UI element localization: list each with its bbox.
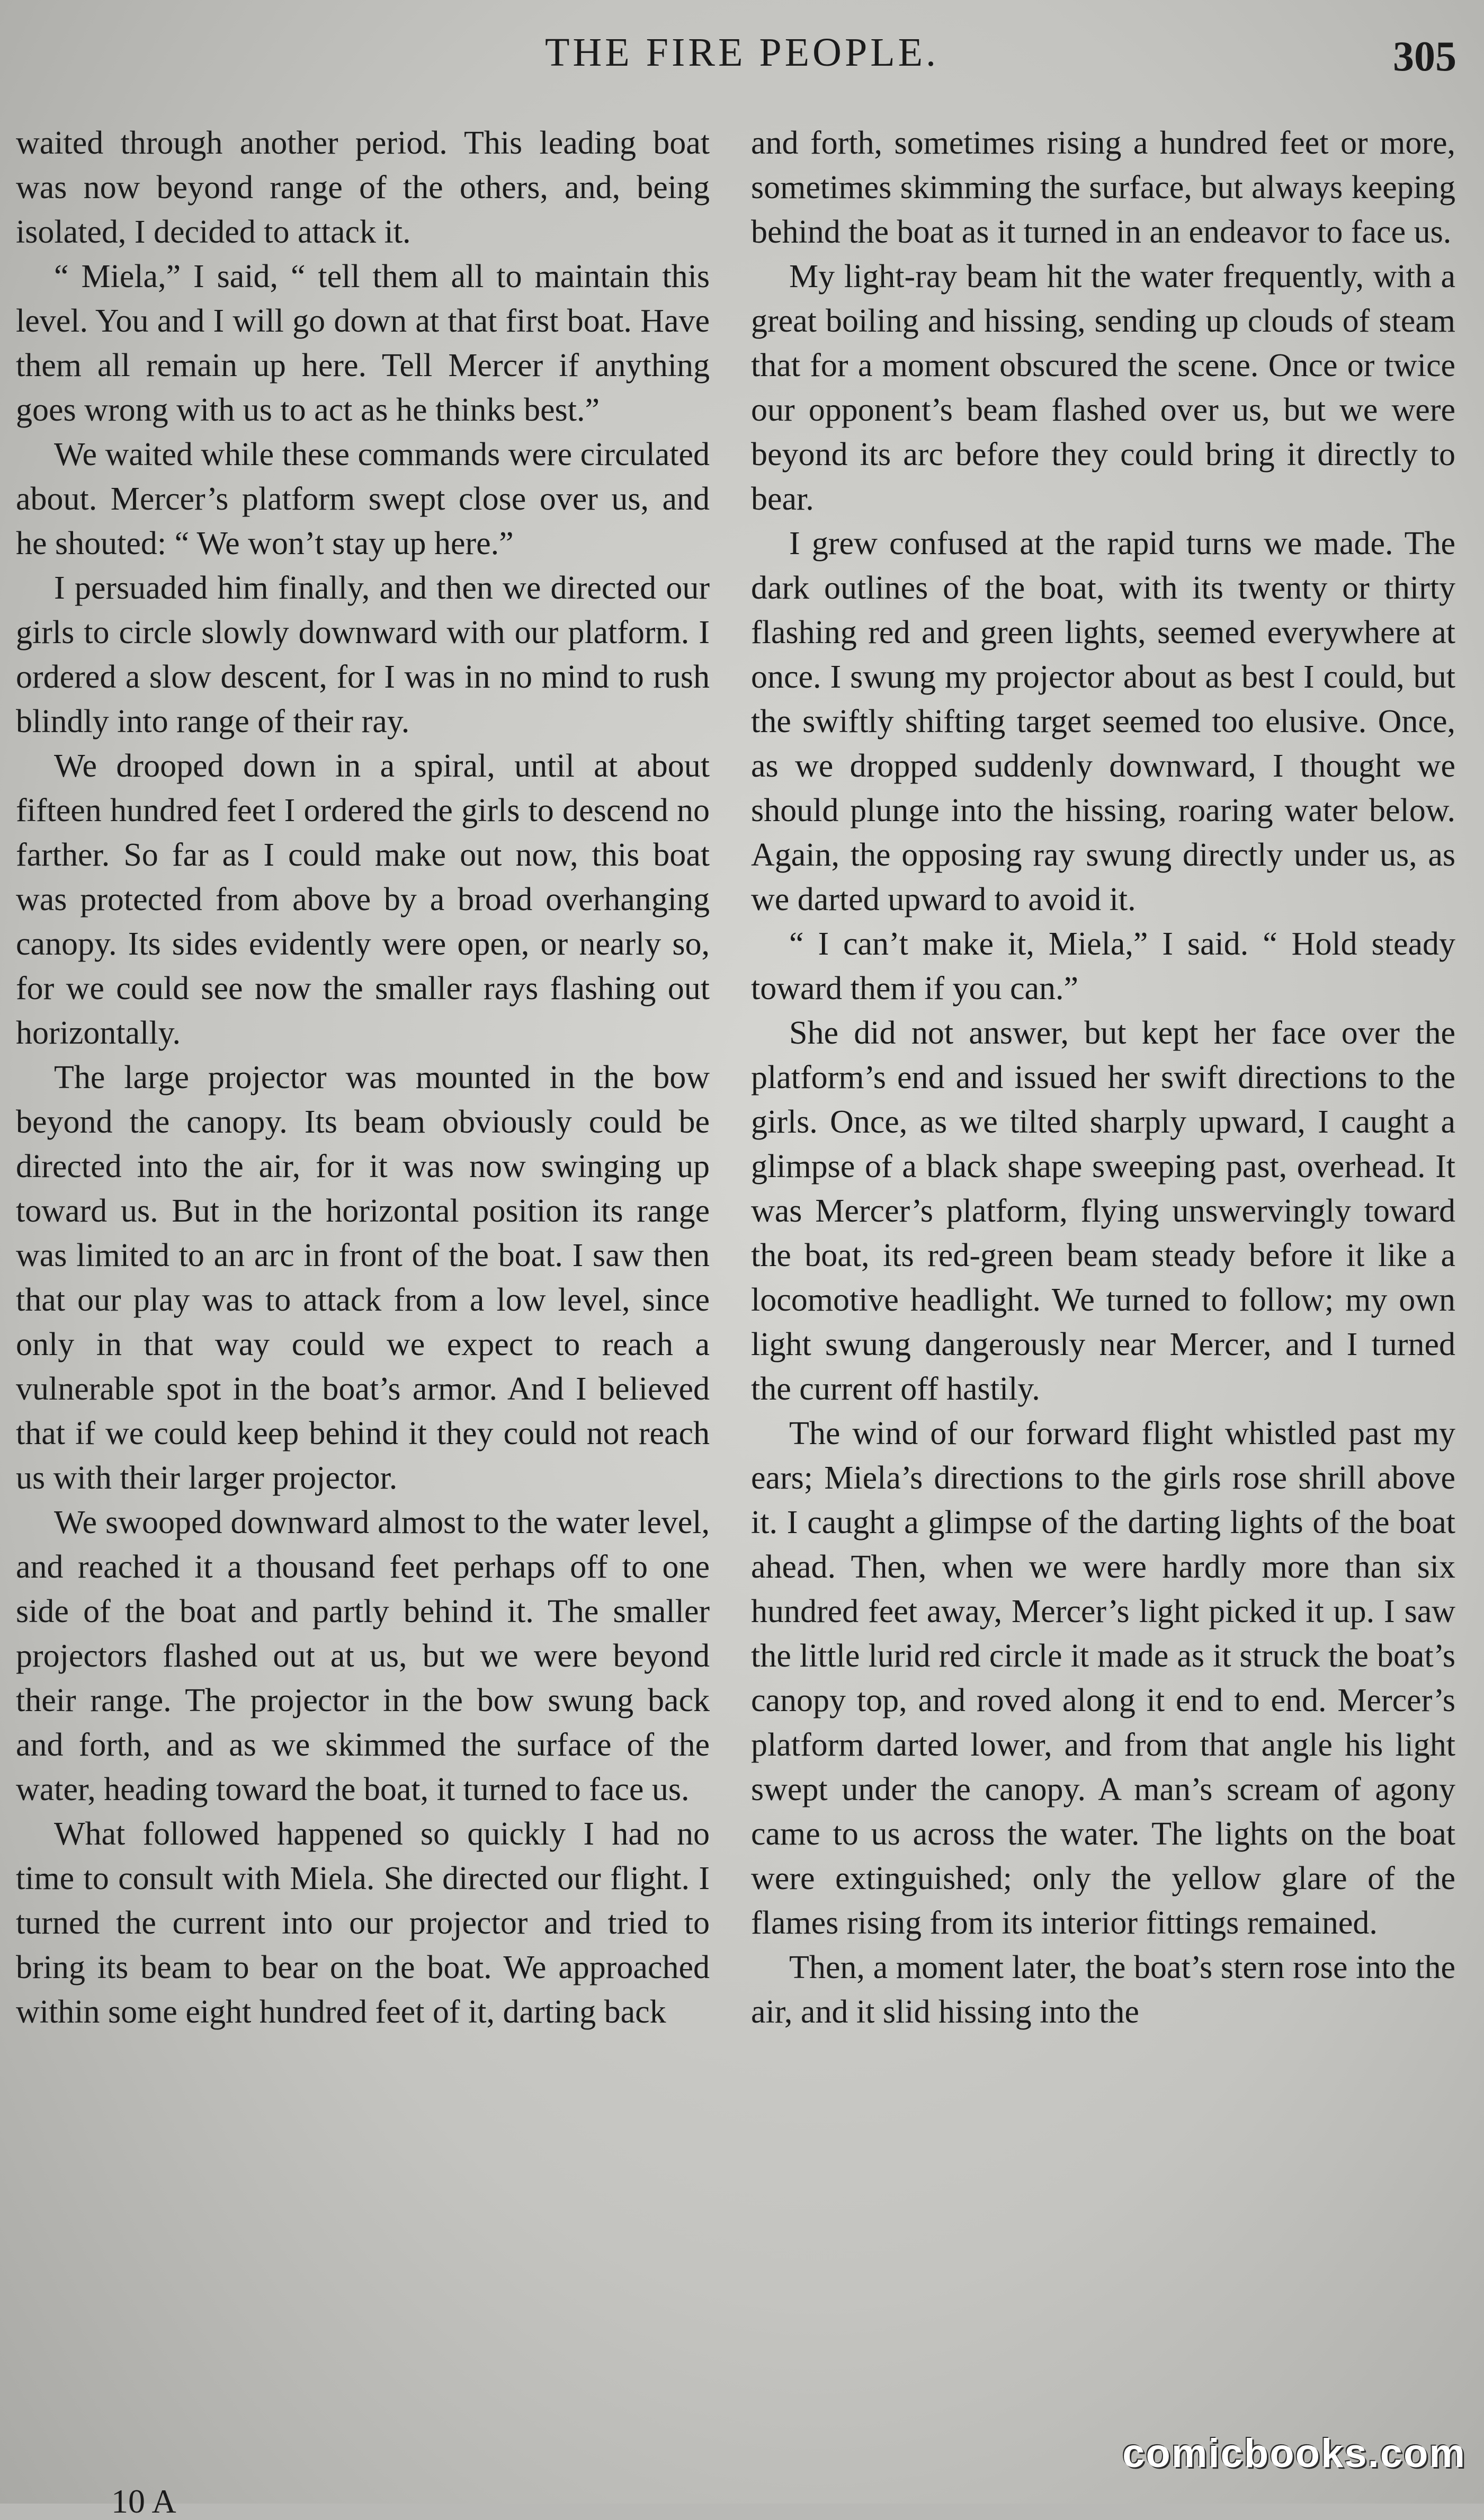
paragraph: and forth, sometimes rising a hundred feet or more, sometimes skimming the surface, but always keeping behind the boat as it turned in an endeavor to face us. [751,125,1455,250]
paragraph: The wind of our forward flight whistled past my ears; Miela’s directions to the girls rose shrill above it. I caught a glimpse of the darting lights of the boat ahead. Then, when we were hardly more than six hundred feet away, Mercer’s light picked it up. I saw the little lurid red circle it made as it struck the boat’s canopy top, and roved along it end to end. Mercer’s platform darted lower, and from that angle his light swept under the canopy. A man’s scream of agony came to us across the water. The lights on the boat were extinguished; only the yellow glare of the flames rising from its interior fittings remained. [751,1415,1455,1941]
page-number: 305 [1393,33,1456,80]
paragraph: “ Miela,” I said, “ tell them all to maintain this level. You and I will go down at that first boat. Have them all remain up here. Tell Mercer if anything goes wrong with us to act as he thinks best.” [16,259,710,428]
paragraph: “ I can’t make it, Miela,” I said. “ Hold steady toward them if you can.” [751,926,1455,1007]
right-text-column [751,121,1455,2034]
paragraph: We swooped downward almost to the water level, and reached it a thousand feet perhaps off to one side of the boat and partly behind it. The smaller projectors flashed out at us, but we were beyond their range. The projector in the bow swung back and forth, and as we skimmed the surface of the water, heading toward the boat, it turned to face us. [16,1504,710,1807]
paragraph: We waited while these commands were circulated about. Mercer’s platform swept close over us, and he shouted: “ We won’t stay up here.” [16,437,710,562]
signature-mark: 10 A [111,2482,176,2520]
running-header-title: THE FIRE PEOPLE. [544,30,940,75]
paragraph: My light-ray beam hit the water frequently, with a great boiling and hissing, sending up clouds of steam that for a moment obscured the scene. Once or twice our opponent’s beam flashed over us, but we were beyond its arc before they could bring it directly to bear. [751,259,1455,517]
watermark: comicbooks.com [1122,2431,1466,2476]
paragraph: I grew confused at the rapid turns we made. The dark outlines of the boat, with its twenty or thirty flashing red and green lights, seemed everywhere at once. I swung my projector about as best I could, but the swiftly shifting target seemed too elusive. Once, as we dropped suddenly downward, I thought we should plunge into the hissing, roaring water below. Again, the opposing ray swung directly under us, as we darted upward to avoid it. [751,526,1455,918]
paragraph: Then, a moment later, the boat’s stern rose into the air, and it slid hissing into the [751,1949,1455,2030]
paragraph: The large projector was mounted in the bow beyond the canopy. Its beam obviously could be directed into the air, for it was now swinging up toward us. But in the horizontal position its range was limited to an arc in front of the boat. I saw then that our play was to attack from a low level, since only in that way could we expect to reach a vulnerable spot in the boat’s armor. And I believed that if we could keep behind it they could not reach us with their larger projector. [16,1059,710,1496]
paragraph: We drooped down in a spiral, until at about fifteen hundred feet I ordered the girls to descend no farther. So far as I could make out now, this boat was protected from above by a broad overhanging canopy. Its sides evidently were open, or nearly so, for we could see now the smaller rays flashing out horizontally. [16,748,710,1051]
paragraph: She did not answer, but kept her face over the platform’s end and issued her swift directions to the girls. Once, as we tilted sharply upward, I caught a glimpse of a black shape sweeping past, overhead. It was Mercer’s platform, flying unswervingly toward the boat, its red-green beam steady before it like a locomotive headlight. We turned to follow; my own light swung dangerously near Mercer, and I turned the current off hastily. [751,1015,1455,1407]
paragraph: What followed happened so quickly I had no time to consult with Miela. She directed our flight. I turned the current into our projector and tried to bring its beam to bear on the boat. We approached within some eight hundred feet of it, darting back [16,1816,710,2030]
paragraph: I persuaded him finally, and then we directed our girls to circle slowly downward with our platform. I ordered a slow descent, for I was in no mind to rush blindly into range of their ray. [16,570,710,740]
left-text-column [16,121,710,2034]
paragraph: waited through another period. This leading boat was now beyond range of the others, and, being isolated, I decided to attack it. [16,125,710,250]
